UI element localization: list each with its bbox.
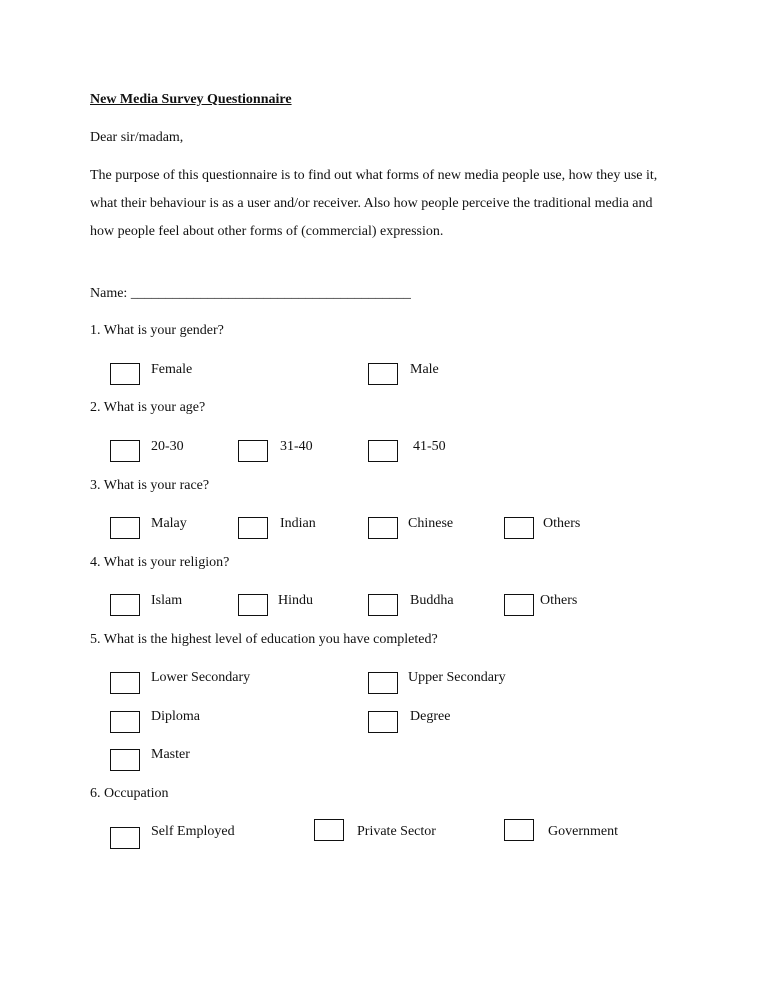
option-degree: Degree <box>410 709 451 724</box>
checkbox-government[interactable] <box>504 819 534 841</box>
checkbox-malay[interactable] <box>110 517 140 539</box>
name-field[interactable]: Name: ________________________________________ <box>90 286 411 301</box>
question-race: 3. What is your race? <box>90 478 210 493</box>
checkbox-diploma[interactable] <box>110 711 140 733</box>
checkbox-master[interactable] <box>110 749 140 771</box>
option-indian: Indian <box>280 516 316 531</box>
option-male: Male <box>410 362 439 377</box>
checkbox-islam[interactable] <box>110 594 140 616</box>
option-age-31-40: 31-40 <box>280 439 313 454</box>
option-diploma: Diploma <box>151 709 200 724</box>
intro-paragraph <box>90 162 710 246</box>
checkbox-upper-secondary[interactable] <box>368 672 398 694</box>
option-hindu: Hindu <box>278 593 313 608</box>
intro-line-1: The purpose of this questionnaire is to find out what forms of new media people use, how they use it, <box>90 168 658 183</box>
checkbox-religion-others[interactable] <box>504 594 534 616</box>
checkbox-private-sector[interactable] <box>314 819 344 841</box>
option-private-sector: Private Sector <box>357 824 436 839</box>
question-age: 2. What is your age? <box>90 400 206 415</box>
checkbox-age-20-30[interactable] <box>110 440 140 462</box>
survey-title: New Media Survey Questionnaire <box>90 92 292 107</box>
option-chinese: Chinese <box>408 516 454 531</box>
checkbox-chinese[interactable] <box>368 517 398 539</box>
option-upper-secondary: Upper Secondary <box>408 670 506 685</box>
option-age-41-50: 41-50 <box>413 439 446 454</box>
option-self-employed: Self Employed <box>151 824 235 839</box>
intro-line-3: how people feel about other forms of (commercial) expression. <box>90 224 444 239</box>
checkbox-buddha[interactable] <box>368 594 398 616</box>
checkbox-male[interactable] <box>368 363 398 385</box>
intro-line-2: what their behaviour is as a user and/or receiver. Also how people perceive the traditional media and <box>90 196 653 211</box>
question-occupation: 6. Occupation <box>90 786 169 801</box>
option-religion-others: Others <box>540 593 578 608</box>
option-lower-secondary: Lower Secondary <box>151 670 251 685</box>
question-education: 5. What is the highest level of education you have completed? <box>90 632 438 647</box>
option-female: Female <box>151 362 193 377</box>
greeting: Dear sir/madam, <box>90 130 184 145</box>
question-religion: 4. What is your religion? <box>90 555 230 570</box>
option-islam: Islam <box>151 593 183 608</box>
checkbox-female[interactable] <box>110 363 140 385</box>
option-master: Master <box>151 747 190 762</box>
checkbox-degree[interactable] <box>368 711 398 733</box>
checkbox-age-41-50[interactable] <box>368 440 398 462</box>
option-buddha: Buddha <box>410 593 454 608</box>
question-gender: 1. What is your gender? <box>90 323 224 338</box>
option-government: Government <box>548 824 618 839</box>
checkbox-hindu[interactable] <box>238 594 268 616</box>
option-age-20-30: 20-30 <box>151 439 184 454</box>
option-race-others: Others <box>543 516 581 531</box>
option-malay: Malay <box>151 516 187 531</box>
checkbox-race-others[interactable] <box>504 517 534 539</box>
checkbox-age-31-40[interactable] <box>238 440 268 462</box>
checkbox-lower-secondary[interactable] <box>110 672 140 694</box>
checkbox-indian[interactable] <box>238 517 268 539</box>
checkbox-self-employed[interactable] <box>110 827 140 849</box>
